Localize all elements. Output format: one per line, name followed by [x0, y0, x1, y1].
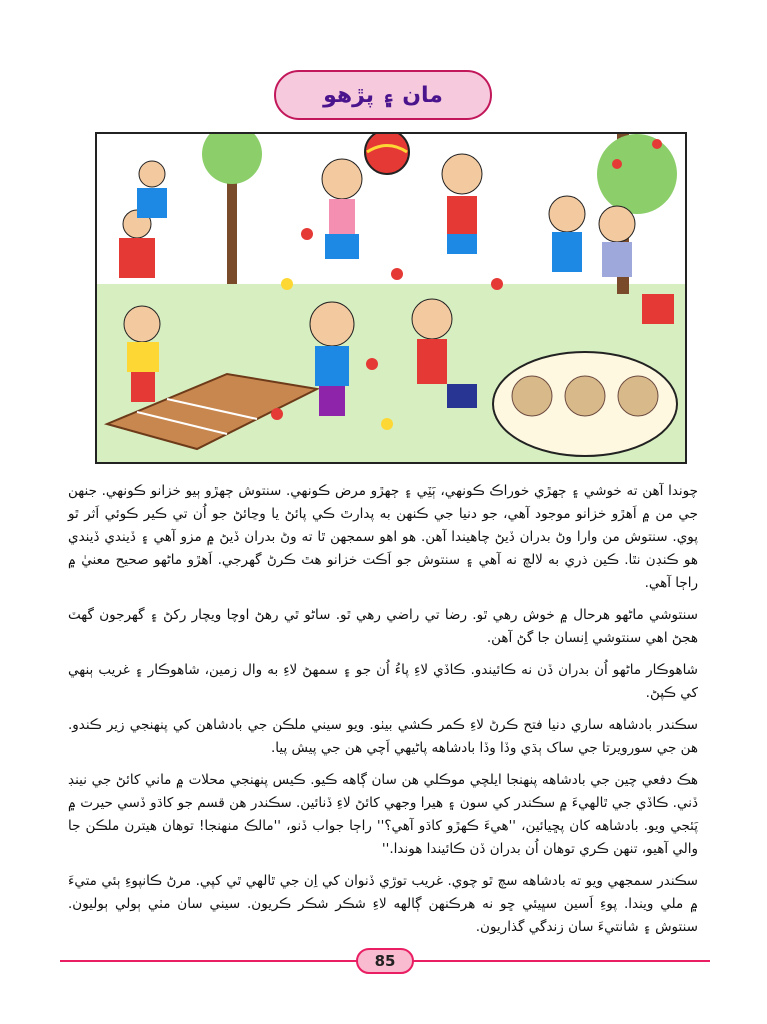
paragraph: شاهوڪار ماڻهو اُن بدران ڏن نه ڪائيندو. ڪاڏي لاءِ پاءُ اُن جو ۽ سمهڻ لاءِ به وال زمين، شاهوڪار ۽ غريب ٻنهي کي ڪپڻ.	[68, 662, 698, 701]
paragraph: سڪندر سمجهي ويو ته بادشاهه سچ ٿو چوي. غريب توڙي ڏنوان کي اِن جي ٿالهي ٿي کپي. مرڻ ڪانپوءِ ٻئي متيءَ ۾ ملي ويندا. پوءِ اَسين سڀيئي ڇو نه هرڪنهن ڳالهه لاءِ شڪر شڪر ڪريون. سيني سان مٺي ٻولي ٻوليون. سنتوش ۽ شانتيءَ سان زندگي گذاريون.	[68, 873, 698, 935]
story-text	[68, 480, 698, 948]
page-title-banner	[274, 70, 492, 120]
page-number: 85	[356, 948, 414, 974]
paragraph: سڪندر بادشاهه ساري دنيا فتح ڪرڻ لاءِ ڪمر ڪشي بيٺو. ويو سيني ملڪن جي بادشاهن کي پنهنجي زير ڪندو. هن جي سورويرتا جي ساک ٻڌي وڏا وڏا بادشاهه پاڻيهي اَچي هن جي پيش پيا.	[68, 717, 698, 756]
page-title: مان ۽ پڙهو	[323, 82, 443, 108]
child-boy-red-shirt	[442, 154, 482, 254]
child-blue-shirt	[137, 161, 167, 218]
paragraph: چوندا آهن ته خوشي ۽ ڄهڙي خوراڪ ڪونهي، ٻَٽِي ۽ ڄهڙو مرض ڪونهي. سنتوش ڄهڙو ٻيو خزانو ڪونهي. جنهن جي من ۾ اَهڙو خزانو موجود آهي، جو دنيا جي ڪنهن به پدارٿ ڪي پائڻ يا وڃائڻ جو اُن تي ڪير ڪوئي اَثر ٿو پوي. سنتوش من وارا وڻ بدران ڏيڻ چاهيندا آهن. هو اهو سمجهن ٿا ته وڻ بدران ڏيڻ ۾ مزو آهي ۽ ڏيندي ڏيندي هو ڪنڊن نٿا. ڪين ذري به لالچ نه آهي ۽ سنتوش جو اَڪت خزانو هٿ ڪرڻ گهرجي. اَهڙو ماڻهو صحيح معنيٰ ۾ راڄا آهي.	[68, 483, 698, 591]
paragraph: هڪ دفعي چين جي بادشاهه پنهنجا ايلچي موڪلي هن سان ڳاهه ڪيو. ڪيس پنهنجي محلات ۾ ماني کائڻ جي نينڊ ڏني. ڪاڏي جي ٿالهيءَ ۾ سڪندر کي سون ۽ هيرا وجهي کائڻ لاءِ ڏنائين. سڪندر هن قسم جو کاڌو ڏسي حيرت ۾ پَئجي ويو. بادشاهه کان پڇيائين، ''هيءَ ڪهڙو کاڌو آهي؟'' راڄا جواب ڏنو، ''مالڪ منهنجا! توهان هيترن ملڪن جا والي آهيو، تنهن ڪري توهان اُن بدران ڏن ڪائيندا هوندا.''	[68, 772, 698, 857]
three-monkeys-inset	[493, 352, 677, 456]
child-running-left	[119, 210, 155, 278]
paragraph: سنتوشي ماڻهو هرحال ۾ خوش رهي ٿو. رضا تي راضي رهي ٿو. ساڻو ٿي رهڻ اوچا ويچار رکڻ ۽ گهرجون گهٽ هجڻ اهي سنتوشي اِنسان جا گڻ آهن.	[68, 607, 698, 646]
illustration-children-playing	[95, 132, 687, 464]
ball-icon	[365, 134, 409, 174]
